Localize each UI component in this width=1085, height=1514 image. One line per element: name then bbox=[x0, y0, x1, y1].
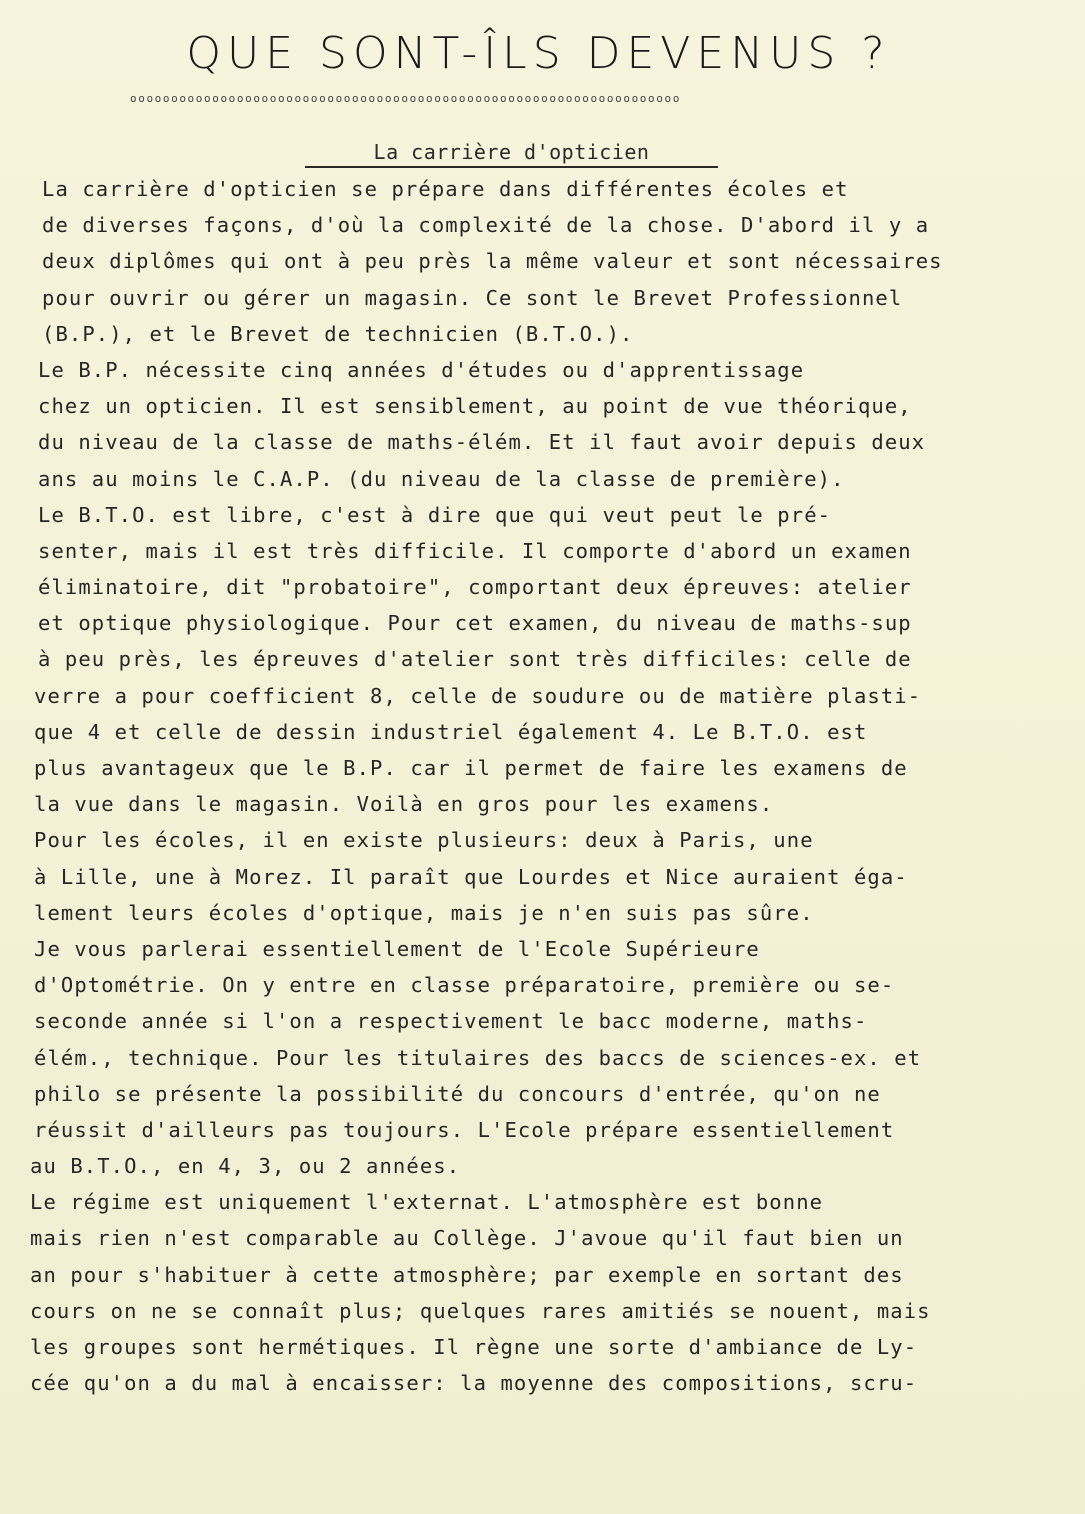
text-line: élém., technique. Pour les titulaires des baccs de sciences-ex. et bbox=[34, 1045, 922, 1070]
text-line: au B.T.O., en 4, 3, ou 2 années. bbox=[30, 1154, 461, 1179]
text-line: et optique physiologique. Pour cet examen, du niveau de maths-sup bbox=[38, 611, 912, 636]
text-line: chez un opticien. Il est sensiblement, au point de vue théorique, bbox=[38, 394, 912, 419]
text-line: réussit d'ailleurs pas toujours. L'Ecole prépare essentiellement bbox=[34, 1117, 895, 1142]
text-line: deux diplômes qui ont à peu près la même valeur et sont nécessaires bbox=[42, 249, 943, 274]
text-line: d'Optométrie. On y entre en classe préparatoire, première ou se- bbox=[34, 973, 895, 998]
text-line: pour ouvrir ou gérer un magasin. Ce sont le Brevet Professionnel bbox=[42, 285, 903, 310]
text-line: senter, mais il est très difficile. Il comporte d'abord un examen bbox=[38, 538, 912, 563]
text-line: Le régime est uniquement l'externat. L'atmosphère est bonne bbox=[30, 1190, 824, 1215]
text-line: à peu près, les épreuves d'atelier sont très difficiles: celle de bbox=[38, 647, 912, 672]
text-line: la vue dans le magasin. Voilà en gros pour les examens. bbox=[34, 792, 774, 817]
text-line: mais rien n'est comparable au Collège. J'avoue qu'il faut bien un bbox=[30, 1226, 904, 1251]
text-line: plus avantageux que le B.P. car il permet de faire les examens de bbox=[34, 756, 908, 780]
text-line: Le B.T.O. est libre, c'est à dire que qui veut peut le pré- bbox=[38, 502, 832, 527]
ornament-divider: ooooooooooooooooooooooooooooooooooooooooooooooooooooooooooooooooooo bbox=[130, 92, 681, 105]
text-line: les groupes sont hermétiques. Il règne une sorte d'ambiance de Ly- bbox=[30, 1335, 918, 1359]
text-line: La carrière d'opticien se prépare dans différentes écoles et bbox=[42, 177, 849, 201]
text-line: Le B.P. nécessite cinq années d'études ou d'apprentissage bbox=[38, 357, 805, 382]
text-line: cée qu'on a du mal à encaisser: la moyenne des compositions, scru- bbox=[30, 1371, 918, 1396]
text-line: du niveau de la classe de maths-élém. Et il faut avoir depuis deux bbox=[38, 430, 926, 455]
text-line: (B.P.), et le Brevet de technicien (B.T.O.). bbox=[42, 321, 634, 346]
text-line: de diverses façons, d'où la complexité de la chose. D'abord il y a bbox=[42, 213, 930, 238]
text-line: verre a pour coefficient 8, celle de soudure ou de matière plasti- bbox=[34, 683, 922, 708]
text-line: Je vous parlerai essentiellement de l'Ecole Supérieure bbox=[34, 936, 760, 961]
text-line: seconde année si l'on a respectivement le bacc moderne, maths- bbox=[34, 1009, 868, 1034]
text-line: philo se présente la possibilité du concours d'entrée, qu'on ne bbox=[34, 1081, 881, 1106]
page-title: QUE SONT-ÎLS DEVENUS ? bbox=[186, 28, 891, 79]
text-line: à Lille, une à Morez. Il paraît que Lourdes et Nice auraient éga- bbox=[34, 864, 908, 889]
text-line: cours on ne se connaît plus; quelques rares amitiés se nouent, mais bbox=[30, 1298, 931, 1323]
text-line: Pour les écoles, il en existe plusieurs: deux à Paris, une bbox=[34, 828, 814, 853]
text-line: que 4 et celle de dessin industriel également 4. Le B.T.O. est bbox=[34, 719, 868, 744]
article-subtitle: La carrière d'opticien bbox=[305, 140, 718, 168]
text-line: ans au moins le C.A.P. (du niveau de la classe de première). bbox=[38, 466, 845, 491]
article-body bbox=[30, 171, 1060, 1401]
text-line: an pour s'habituer à cette atmosphère; par exemple en sortant des bbox=[30, 1262, 904, 1287]
text-line: éliminatoire, dit "probatoire", comportant deux épreuves: atelier bbox=[38, 575, 912, 600]
text-line: lement leurs écoles d'optique, mais je n'en suis pas sûre. bbox=[34, 900, 814, 925]
